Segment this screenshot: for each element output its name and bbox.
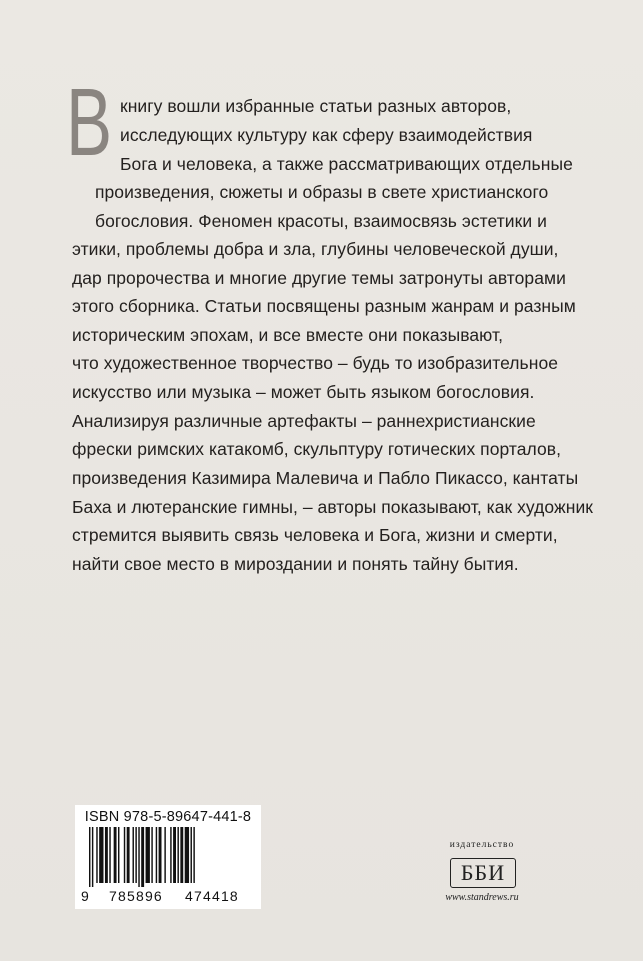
blurb-line: богословия. Феномен красоты, взаимосвязь эстетики и: [95, 211, 547, 231]
barcode-bar: [185, 827, 189, 883]
drop-cap: В: [66, 69, 113, 176]
publisher-label: издательство: [449, 840, 515, 850]
barcode-bar: [89, 827, 90, 887]
barcode-bar: [180, 827, 183, 883]
publisher-url: www.standrews.ru: [445, 892, 519, 903]
publisher-mark: [432, 840, 532, 910]
barcode-bar: [156, 827, 157, 883]
blurb-line: Баха и лютеранские гимны, – авторы показывают, как художник: [72, 497, 594, 517]
barcode-digits-left: 785896: [109, 888, 163, 904]
barcode-bar: [105, 827, 108, 883]
barcode-bar: [146, 827, 150, 883]
blurb-line: Бога и человека, а также рассматривающих отдельные: [120, 154, 573, 174]
barcode-bar: [164, 827, 165, 883]
blurb-line: историческим эпохам, и все вместе они показывают,: [72, 325, 503, 345]
barcode-bar: [96, 827, 97, 883]
barcode-digits-right: 474418: [185, 888, 239, 904]
barcode-bar: [124, 827, 125, 883]
blurb-line: найти свое место в мироздании и понять тайну бытия.: [72, 554, 519, 574]
blurb-line: стремится выявить связь человека и Бога, жизни и смерти,: [72, 525, 558, 545]
barcode-bar: [92, 827, 93, 887]
blurb-line: книгу вошли избранные статьи разных авторов,: [120, 96, 512, 116]
barcode-digit-prefix: 9: [81, 888, 90, 904]
blurb-line: произведения Казимира Малевича и Пабло Пикассо, кантаты: [72, 468, 579, 488]
barcode-bar: [170, 827, 171, 883]
blurb-line: этики, проблемы добра и зла, глубины человеческой души,: [72, 239, 559, 259]
barcode-bar: [127, 827, 130, 883]
barcode-bar: [133, 827, 134, 883]
barcode-bar: [118, 827, 119, 883]
barcode-bar: [99, 827, 103, 883]
barcode-bar: [138, 827, 139, 887]
barcode-bar: [193, 827, 194, 883]
barcode-bar: [177, 827, 178, 883]
barcode-bar: [114, 827, 117, 883]
isbn-number: ISBN 978-5-89647-441-8: [84, 809, 252, 825]
publisher-logo-text: ББИ: [460, 860, 506, 885]
barcode-bar: [191, 827, 192, 883]
blurb-line: искусство или музыка – может быть языком богословия.: [72, 382, 535, 402]
blurb-line: этого сборника. Статьи посвящены разным жанрам и разным: [72, 296, 576, 316]
barcode-bar: [109, 827, 110, 883]
barcode-bar: [159, 827, 162, 883]
blurb-line: фрески римских катакомб, скульптуру готических порталов,: [72, 439, 562, 459]
blurb-line: Анализируя различные артефакты – раннехристианские: [72, 411, 536, 431]
barcode-bar: [135, 827, 136, 883]
barcode-bar: [173, 827, 176, 883]
barcode-bar: [141, 827, 144, 887]
barcode-bar: [151, 827, 152, 883]
barcode-graphic: [75, 827, 261, 887]
publisher-logo: [450, 858, 516, 888]
blurb-line: произведения, сюжеты и образы в свете христианского: [95, 182, 549, 202]
blurb-line: исследующих культуру как сферу взаимодействия: [120, 125, 533, 145]
blurb-line: что художественное творчество – будь то изобразительное: [72, 353, 559, 373]
blurb-line: дар пророчества и многие другие темы затронуты авторами: [72, 268, 566, 288]
isbn-barcode-label: [75, 805, 261, 909]
